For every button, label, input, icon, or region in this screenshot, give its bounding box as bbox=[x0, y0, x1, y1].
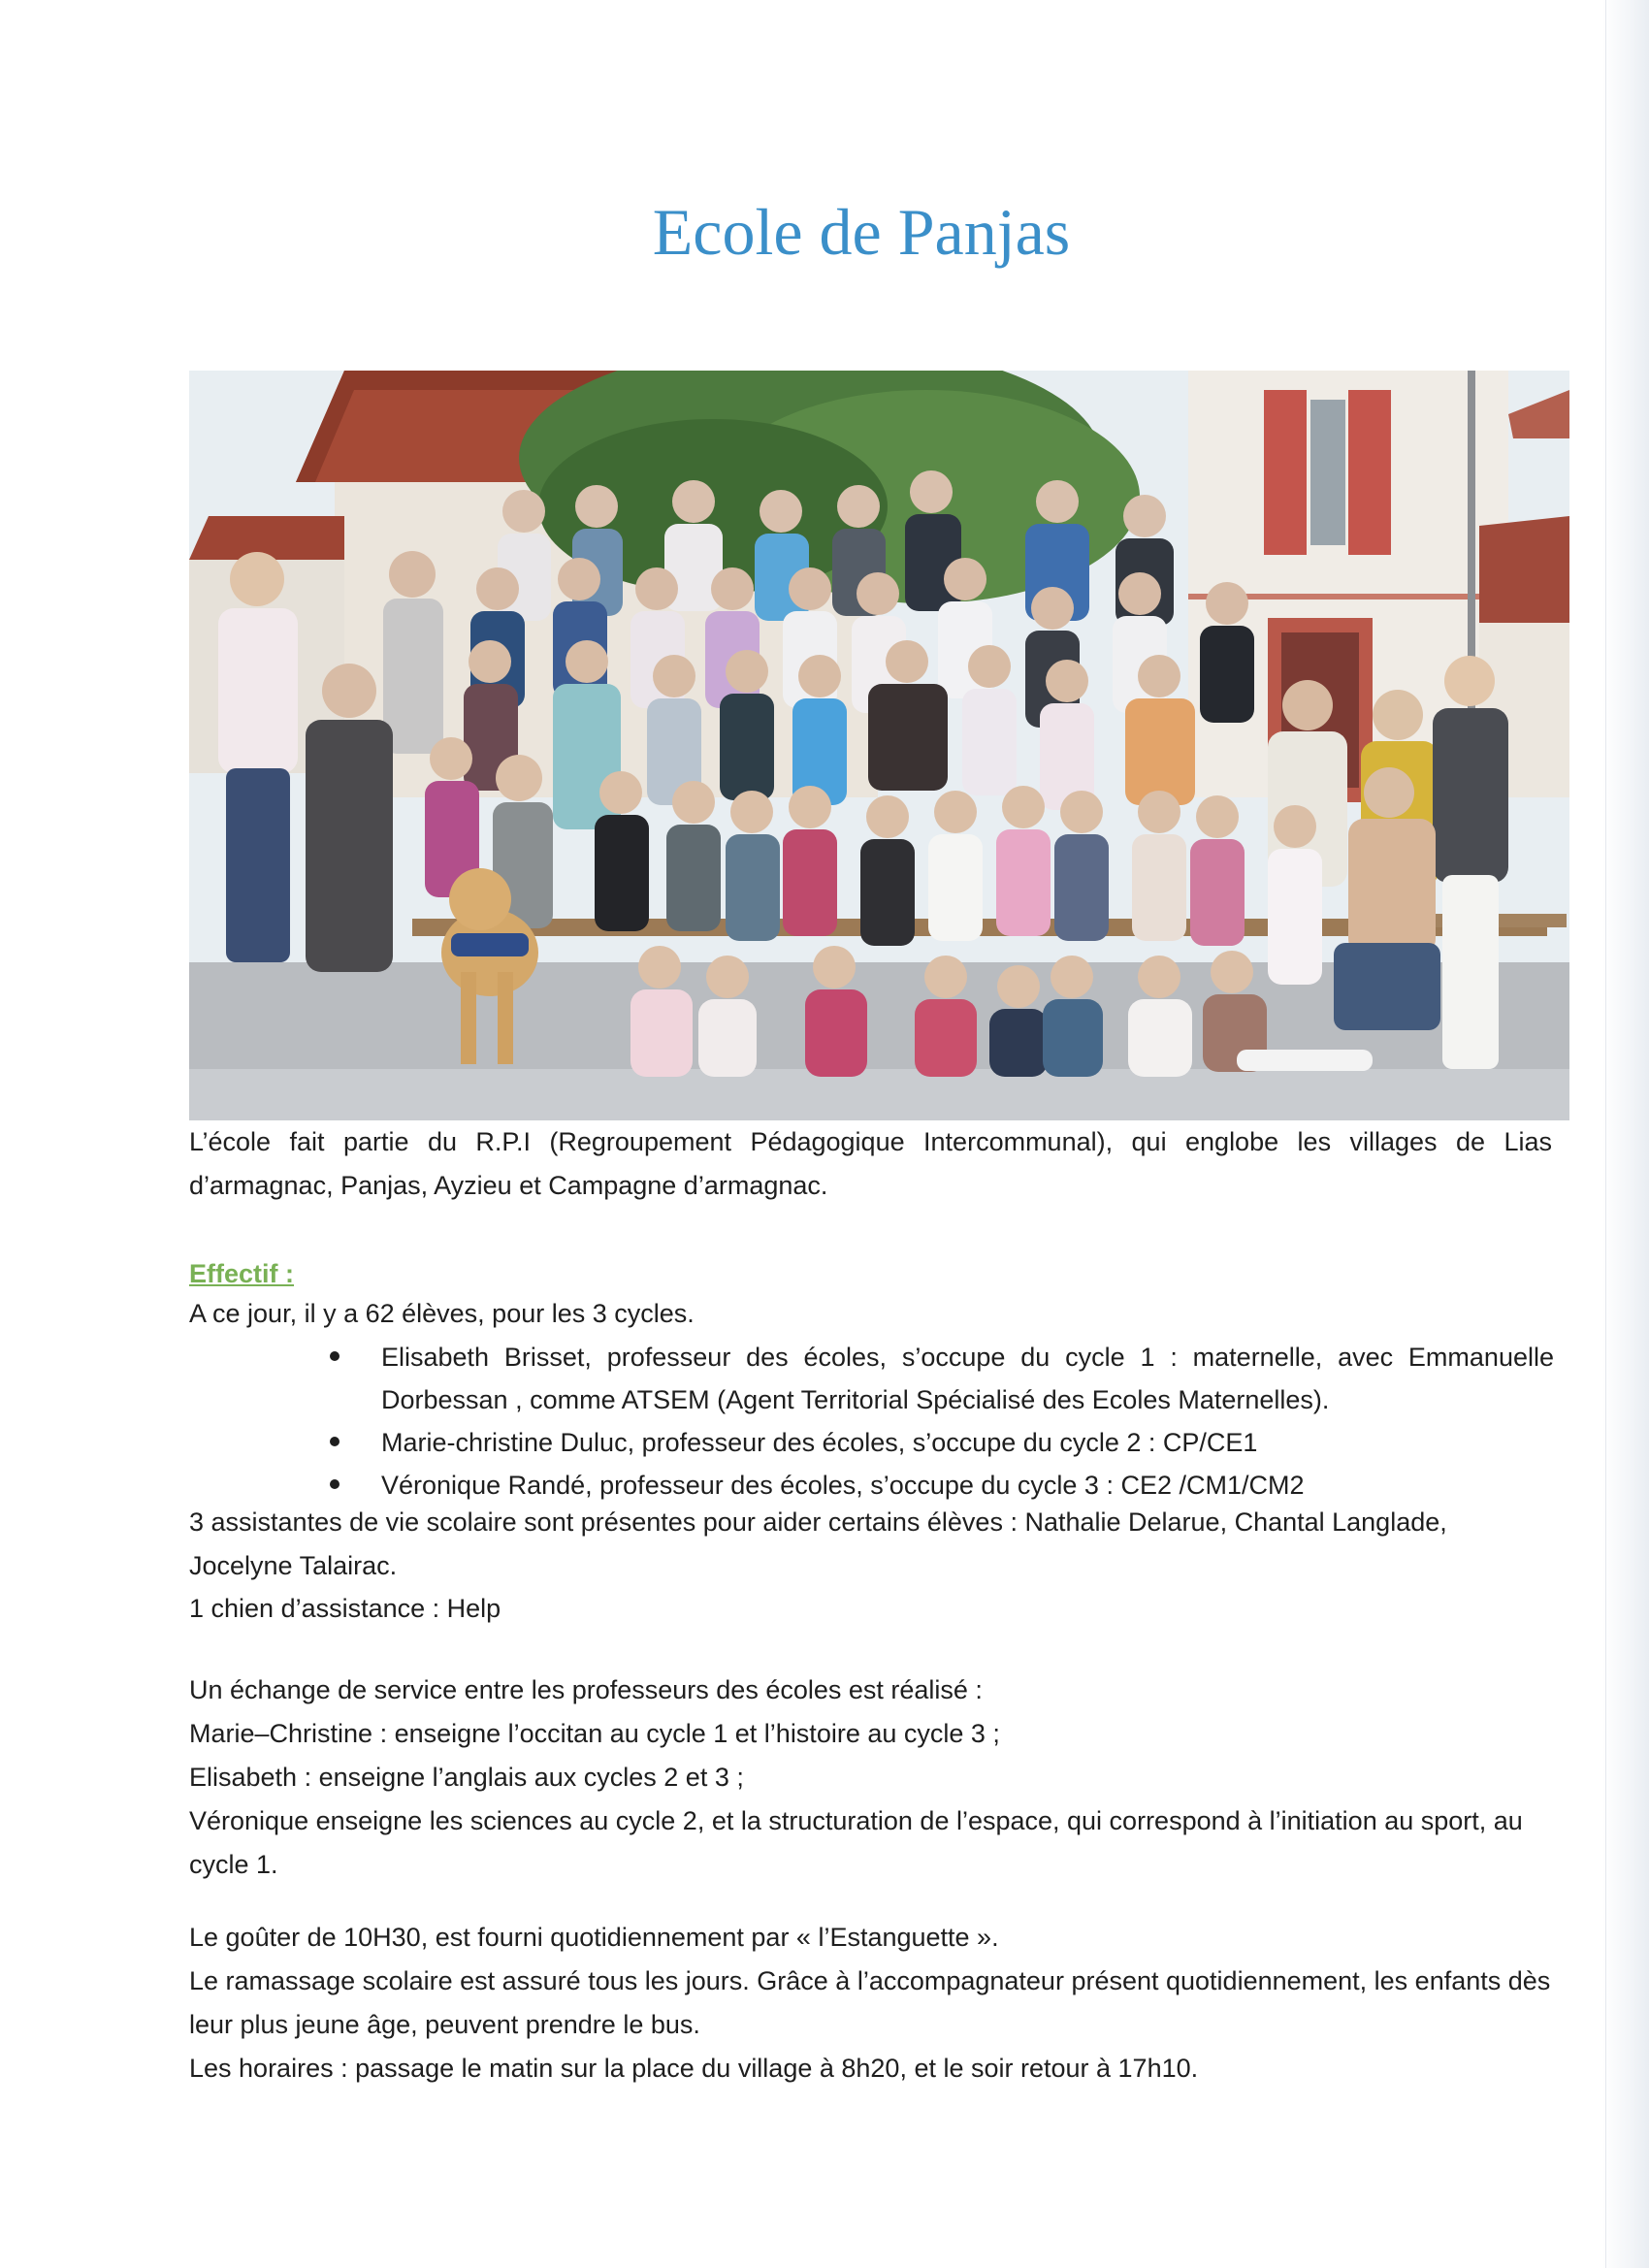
class-photo-illustration bbox=[189, 371, 1569, 1120]
page-edge-line bbox=[1605, 0, 1606, 2268]
intro-paragraph: L’école fait partie du R.P.I (Regroupement Pédagogique Intercommunal), qui englobe les villages de Lias d’armagnac, Panjas, Ayzieu et Campagne d’armagnac. bbox=[189, 1127, 1552, 1200]
school-bus-paragraph: Le ramassage scolaire est assuré tous les jours. Grâce à l’accompagnateur présent quotidiennement, les enfants dès leur plus jeune âge, peuvent prendre le bus. bbox=[189, 1966, 1551, 2039]
bullet-icon bbox=[330, 1479, 340, 1489]
effectif-heading: Effectif : bbox=[189, 1259, 294, 1288]
schedule-line: Les horaires : passage le matin sur la place du village à 8h20, et le soir retour à 17h10. bbox=[189, 2054, 1199, 2083]
bullet-icon bbox=[330, 1437, 340, 1446]
list-item bbox=[330, 1421, 1554, 1464]
teacher-text: Marie-christine Duluc, professeur des écoles, s’occupe du cycle 2 : CP/CE1 bbox=[381, 1428, 1258, 1457]
list-item bbox=[330, 1336, 1554, 1421]
practical-section bbox=[189, 1916, 1552, 2090]
snack-line: Le goûter de 10H30, est fourni quotidiennement par « l’Estanguette ». bbox=[189, 1923, 999, 1952]
bullet-icon bbox=[330, 1351, 340, 1361]
list-item: Marie–Christine : enseigne l’occitan au cycle 1 et l’histoire au cycle 3 ; bbox=[189, 1719, 1000, 1748]
class-photo bbox=[189, 371, 1569, 1120]
page-title: Ecole de Panjas bbox=[652, 195, 1071, 269]
teacher-text: Elisabeth Brisset, professeur des écoles, s’occupe du cycle 1 : maternelle, avec Emmanuelle Dorbessan , comme ATSEM (Agent Territorial Spécialisé des Ecoles Maternelles). bbox=[381, 1343, 1554, 1414]
exchange-section bbox=[189, 1669, 1552, 1887]
students-summary: A ce jour, il y a 62 élèves, pour les 3 cycles. bbox=[189, 1299, 695, 1328]
teacher-text: Véronique Randé, professeur des écoles, s’occupe du cycle 3 : CE2 /CM1/CM2 bbox=[381, 1471, 1305, 1500]
effectif-section bbox=[189, 1293, 1552, 1335]
list-item: Elisabeth : enseigne l’anglais aux cycles 2 et 3 ; bbox=[189, 1763, 744, 1792]
assistance-dog-line: 1 chien d’assistance : Help bbox=[189, 1594, 501, 1623]
assistants-paragraph: 3 assistantes de vie scolaire sont présentes pour aider certains élèves : Nathalie Delarue, Chantal Langlade, Jocelyne Talairac. bbox=[189, 1507, 1447, 1580]
page-edge bbox=[1602, 0, 1649, 2268]
teacher-list bbox=[330, 1336, 1554, 1507]
list-item: Véronique enseigne les sciences au cycle 2, et la structuration de l’espace, qui correspond à l’initiation au sport, au cycle 1. bbox=[189, 1806, 1523, 1879]
exchange-intro: Un échange de service entre les professeurs des écoles est réalisé : bbox=[189, 1675, 983, 1704]
